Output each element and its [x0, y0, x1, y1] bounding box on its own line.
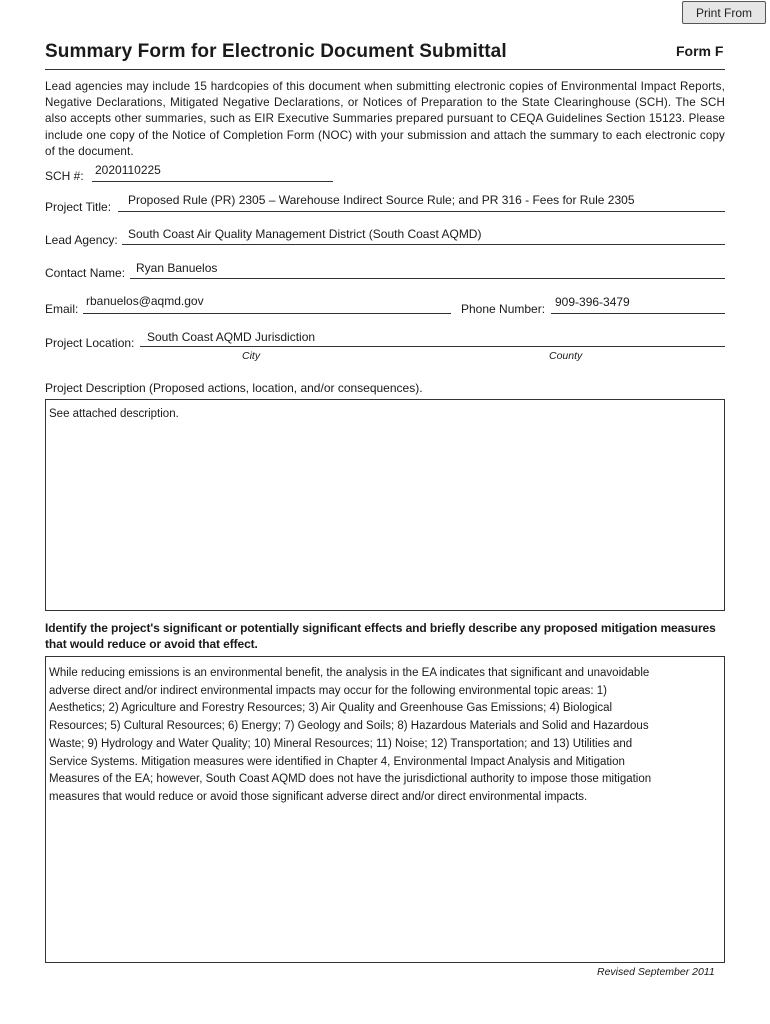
- revision-note: Revised September 2011: [597, 966, 715, 978]
- effects-line: adverse direct and/or indirect environmental impacts may occur for the following environmental topic areas: 1): [49, 684, 608, 697]
- contact-name-field[interactable]: Ryan Banuelos: [136, 261, 218, 275]
- project-title-underline: [118, 211, 725, 212]
- project-description-label: Project Description (Proposed actions, location, and/or consequences).: [45, 381, 423, 395]
- phone-underline: [551, 313, 725, 314]
- county-sublabel: County: [549, 350, 583, 362]
- title-divider: [45, 69, 725, 70]
- city-sublabel: City: [242, 350, 261, 362]
- lead-agency-label: Lead Agency:: [45, 233, 118, 247]
- sch-field[interactable]: 2020110225: [95, 163, 161, 177]
- effects-line: measures that would reduce or avoid those significant adverse direct and/or direct environmental impacts.: [49, 790, 588, 803]
- email-underline: [83, 313, 451, 314]
- significant-effects-textarea[interactable]: [45, 656, 725, 963]
- intro-paragraph: Lead agencies may include 15 hardcopies of this document when submitting electronic copies of Environmental Impact Reports, Negative Declarations, Mitigated Negative Declarations, or Notices of Preparation to the State Clearinghouse (SCH). The SCH also accepts other summaries, such as EIR Executive Summaries prepared pursuant to CEQA Guidelines Section 15123. Please include one copy of the Notice of Completion Form (NOC) with your submission and attach the summary to each electronic copy of the document.: [45, 80, 725, 158]
- contact-name-underline: [130, 278, 725, 279]
- page-title: Summary Form for Electronic Document Submittal: [45, 41, 507, 62]
- effects-line: While reducing emissions is an environmental benefit, the analysis in the EA indicates that significant and unavoidable: [49, 667, 650, 679]
- phone-label: Phone Number:: [461, 302, 546, 316]
- project-description-text: See attached description.: [49, 408, 179, 420]
- lead-agency-underline: [122, 244, 725, 245]
- project-title-label: Project Title:: [45, 200, 112, 214]
- significant-effects-text: [49, 665, 721, 807]
- project-location-underline: [140, 346, 725, 347]
- email-label: Email:: [45, 302, 79, 316]
- email-field[interactable]: rbanuelos@aqmd.gov: [86, 294, 204, 308]
- project-location-label: Project Location:: [45, 336, 135, 350]
- effects-line: Aesthetics; 2) Agriculture and Forestry Resources; 3) Air Quality and Greenhouse Gas Emissions; 4) Biological: [49, 702, 613, 715]
- effects-line: Service Systems. Mitigation measures were identified in Chapter 4, Environmental Impact Analysis and Mitigation: [49, 755, 625, 768]
- effects-line: Measures of the EA; however, South Coast AQMD does not have the jurisdictional authority to impose those mitigation: [49, 773, 652, 786]
- project-description-textarea[interactable]: [45, 399, 725, 611]
- phone-field[interactable]: 909-396-3479: [555, 295, 630, 309]
- print-form-button[interactable]: Print From: [682, 1, 766, 24]
- sch-underline: [92, 181, 333, 182]
- lead-agency-field[interactable]: South Coast Air Quality Management District (South Coast AQMD): [128, 227, 482, 241]
- effects-line: Waste; 9) Hydrology and Water Quality; 10) Mineral Resources; 11) Noise; 12) Transportation; and 13) Utilities and: [49, 737, 633, 750]
- project-title-field[interactable]: Proposed Rule (PR) 2305 – Warehouse Indirect Source Rule; and PR 316 - Fees for Rule 2305: [128, 193, 635, 207]
- significant-effects-label: Identify the project's significant or potentially significant effects and briefly describe any proposed mitigation measures that would reduce or avoid that effect.: [45, 621, 716, 651]
- form-id: Form F: [676, 43, 724, 59]
- project-location-field[interactable]: South Coast AQMD Jurisdiction: [147, 330, 316, 344]
- effects-line: Resources; 5) Cultural Resources; 6) Energy; 7) Geology and Soils; 8) Hazardous Materials and Solid and Hazardous: [49, 720, 649, 733]
- sch-label: SCH #:: [45, 169, 84, 183]
- contact-name-label: Contact Name:: [45, 266, 126, 280]
